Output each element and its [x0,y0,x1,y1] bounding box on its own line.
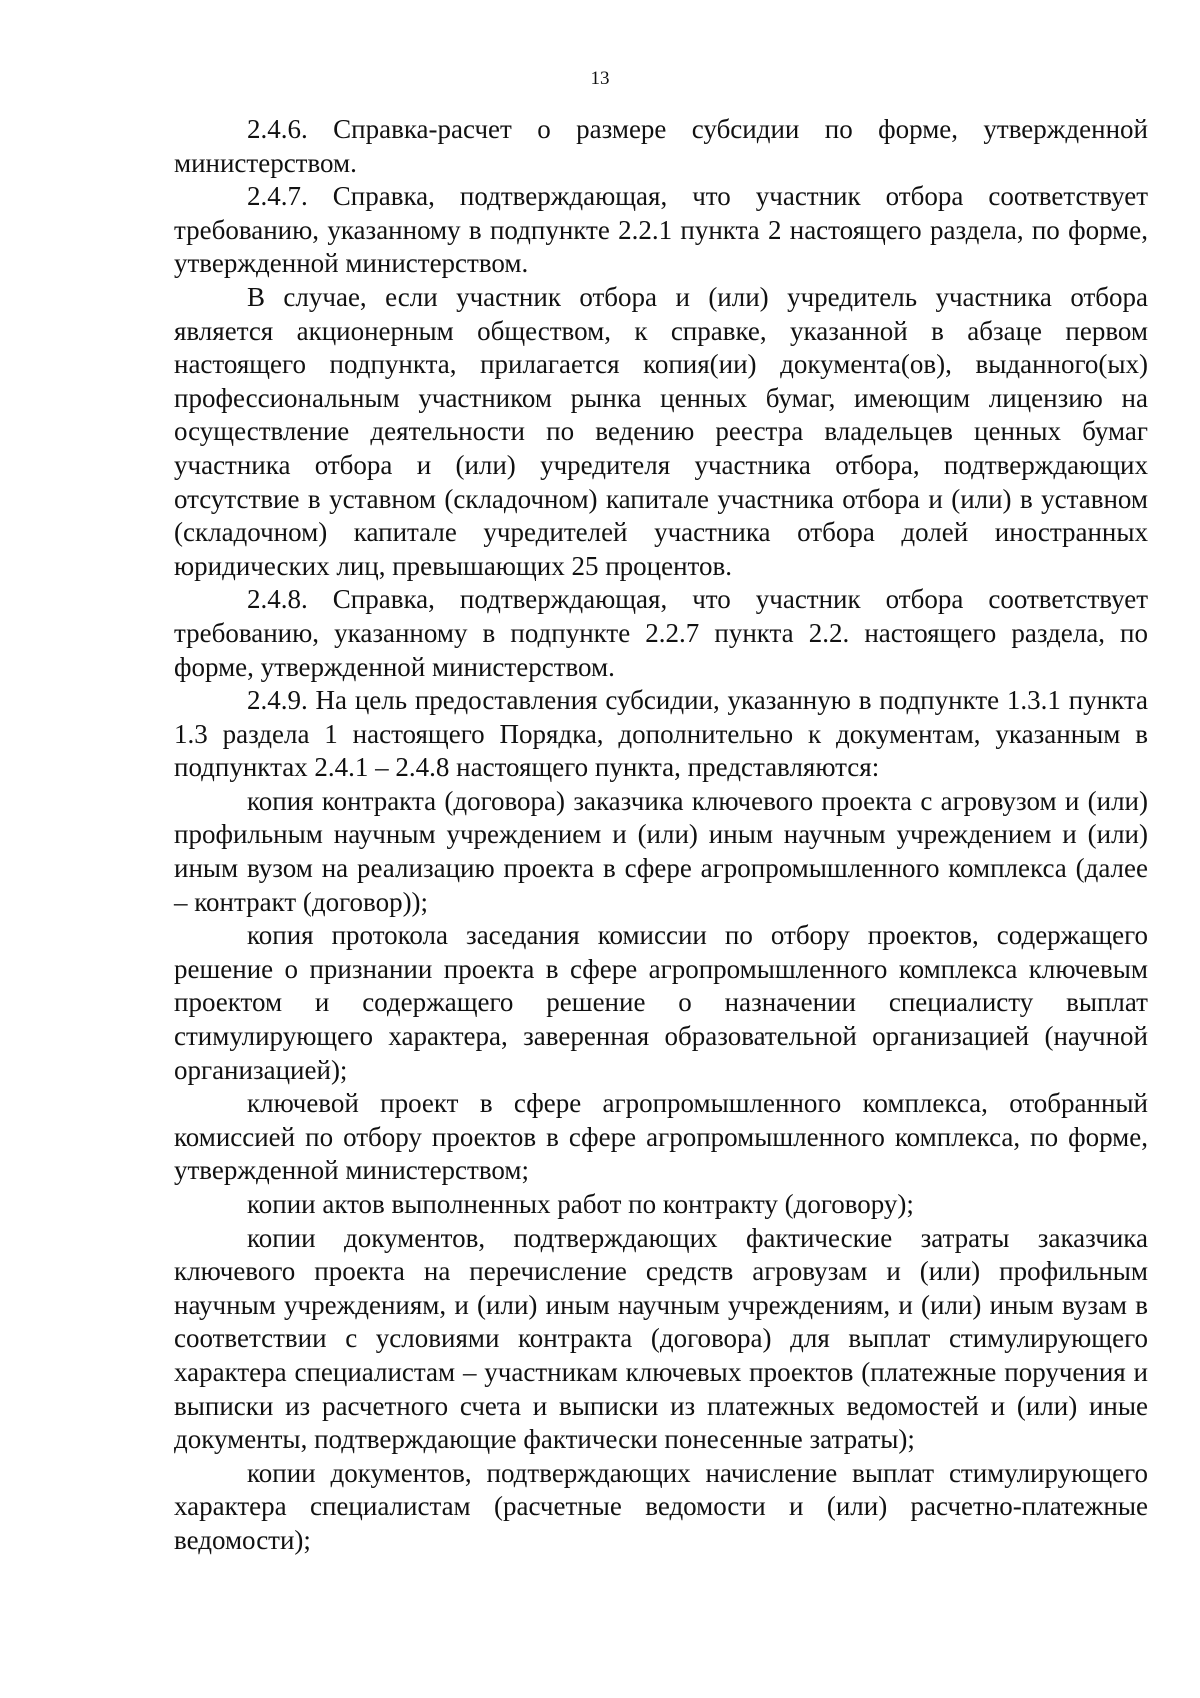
page-number: 13 [590,68,610,89]
paragraph-2-4-6: 2.4.6. Справка-расчет о размере субсидии по форме, утвержденной министерством. [174,114,1148,178]
paragraph-2-4-7: 2.4.7. Справка, подтверждающая, что участник отбора соответствует требованию, указанному в подпункте 2.2.1 пункта 2 настоящего раздела, по форме, утвержденной министерством. [174,181,1148,279]
paragraph-key-project: ключевой проект в сфере агропромышленного комплекса, отобранный комиссией по отбору проектов в сфере агропромышленного комплекса, по форме, утвержденной министерством; [174,1088,1148,1186]
paragraph-acts-copy: копии актов выполненных работ по контракту (договору); [247,1189,914,1219]
paragraph-joint-stock-case: В случае, если участник отбора и (или) учредитель участника отбора является акционерным обществом, к справке, указанной в абзаце первом настоящего подпункта, прилагается копия(ии) документа(ов), выданного(ых) профессиональным участником рынка ценных бумаг, имеющим лицензию на осуществление деятельности по ведению реестра владельцев ценных бумаг участника отбора и (или) учредителя участника отбора, подтверждающих отсутствие в уставном (складочном) капитале участника отбора и (или) в уставном (складочном) капитале учредителей участника отбора долей иностранных юридических лиц, превышающих 25 процентов. [174,281,1148,581]
paragraph-contract-copy: копия контракта (договора) заказчика ключевого проекта с агровузом и (или) профильным научным учреждением и (или) иным научным учреждением и (или) иным вузом на реализацию проекта в сфере агропромышленного комплекса (далее – контракт (договор)); [174,785,1148,917]
paragraph-2-4-8: 2.4.8. Справка, подтверждающая, что участник отбора соответствует требованию, указанному в подпункте 2.2.7 пункта 2.2. настоящего раздела, по форме, утвержденной министерством. [174,584,1148,682]
document-body [174,113,1148,1558]
paragraph-payment-documents: копии документов, подтверждающих начисление выплат стимулирующего характера специалистам (расчетные ведомости и (или) расчетно-платежные ведомости); [174,1457,1148,1555]
paragraph-expense-documents: копии документов, подтверждающих фактические затраты заказчика ключевого проекта на перечисление средств агровузам и (или) профильным научным учреждениям, и (или) иным научным учреждениям, и (или) иным вузам в соответствии с условиями контракта (договора) для выплат стимулирующего характера специалистам – участникам ключевых проектов (платежные поручения и выписки из расчетного счета и выписки из платежных ведомостей и (или) иные документы, подтверждающие фактически понесенные затраты); [174,1222,1148,1455]
paragraph-protocol-copy: копия протокола заседания комиссии по отбору проектов, содержащего решение о признании проекта в сфере агропромышленного комплекса ключевым проектом и содержащего решение о назначении специалисту выплат стимулирующего характера, заверенная образовательной организацией (научной организацией); [174,920,1148,1085]
paragraph-2-4-9: 2.4.9. На цель предоставления субсидии, указанную в подпункте 1.3.1 пункта 1.3 раздела 1 настоящего Порядка, дополнительно к документам, указанным в подпунктах 2.4.1 – 2.4.8 настоящего пункта, представляются: [174,685,1148,783]
